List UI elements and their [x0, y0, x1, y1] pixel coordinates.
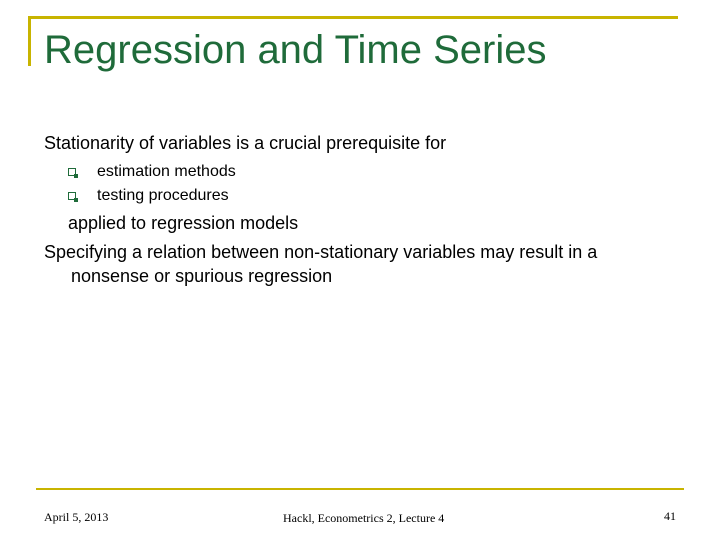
square-bullet-icon: [68, 168, 76, 176]
intro-text: Stationarity of variables is a crucial prerequisite for: [44, 133, 447, 153]
bullet-item: [68, 160, 236, 184]
bullet-text: estimation methods: [97, 163, 236, 180]
specify-text-line1: Specifying a relation between non-stationary variables may result in a: [44, 242, 598, 262]
specify-text-line2: nonsense or spurious regression: [71, 266, 333, 286]
footer-rule: [36, 488, 684, 490]
footer-date: April 5, 2013: [44, 510, 109, 524]
title-frame-left-rule: [28, 16, 31, 66]
slide-title: Regression and Time Series: [44, 28, 547, 72]
footer-course: Hackl, Econometrics 2, Lecture 4: [283, 511, 445, 525]
title-frame-top-rule: [28, 16, 678, 19]
applied-text: applied to regression models: [68, 213, 299, 233]
page-number: 41: [664, 509, 676, 523]
bullet-list: [68, 160, 236, 208]
bullet-item: [68, 184, 236, 208]
square-bullet-icon: [68, 192, 76, 200]
bullet-text: testing procedures: [97, 187, 229, 204]
